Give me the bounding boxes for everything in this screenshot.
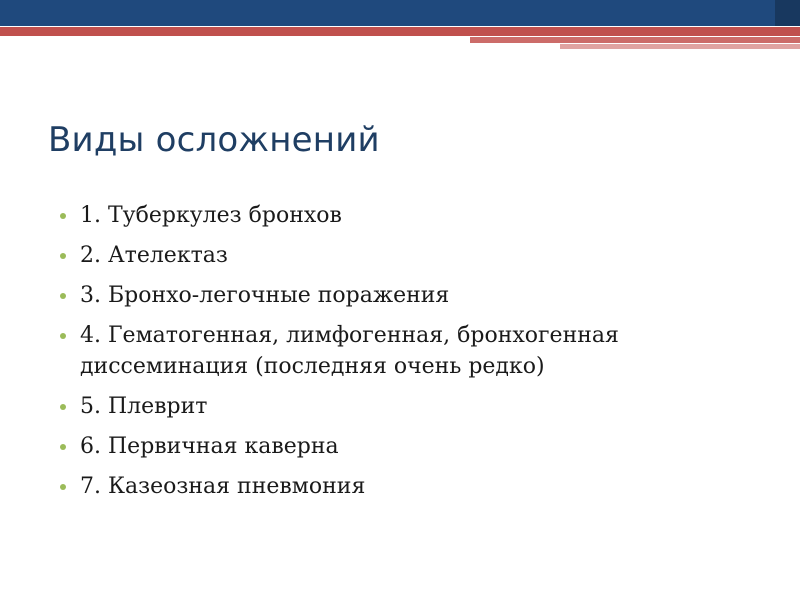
- list-item: [58, 200, 778, 231]
- navy-stripe-edge: [775, 0, 800, 26]
- bullet-list: [58, 200, 778, 511]
- list-item-text: 1. Туберкулез бронхов: [80, 203, 342, 228]
- list-item: [58, 471, 778, 502]
- list-item-text: 5. Плеврит: [80, 394, 208, 419]
- navy-stripe: [0, 0, 800, 26]
- list-item-text: 7. Казеозная пневмония: [80, 474, 366, 499]
- list-item-text: 2. Ателектаз: [80, 243, 228, 268]
- list-item-text: 4. Гематогенная, лимфогенная, бронхогенная диссеминация (последняя очень редко): [80, 323, 619, 379]
- bullet-icon: [60, 484, 66, 490]
- bullet-icon: [60, 253, 66, 259]
- list-item: [58, 240, 778, 271]
- list-item: [58, 431, 778, 462]
- bullet-icon: [60, 333, 66, 339]
- list-item-text: 3. Бронхо-легочные поражения: [80, 283, 450, 308]
- bullet-icon: [60, 444, 66, 450]
- red-stripe-accent: [470, 37, 800, 43]
- list-item: [58, 391, 778, 422]
- red-stripe: [0, 27, 800, 36]
- slide-title: Виды осложнений: [48, 120, 380, 160]
- pink-stripe-accent: [560, 44, 800, 49]
- top-decorative-band: [0, 0, 800, 52]
- bullet-icon: [60, 404, 66, 410]
- bullet-icon: [60, 213, 66, 219]
- list-item: [58, 280, 778, 311]
- list-item: [58, 320, 778, 382]
- bullet-icon: [60, 293, 66, 299]
- list-item-text: 6. Первичная каверна: [80, 434, 339, 459]
